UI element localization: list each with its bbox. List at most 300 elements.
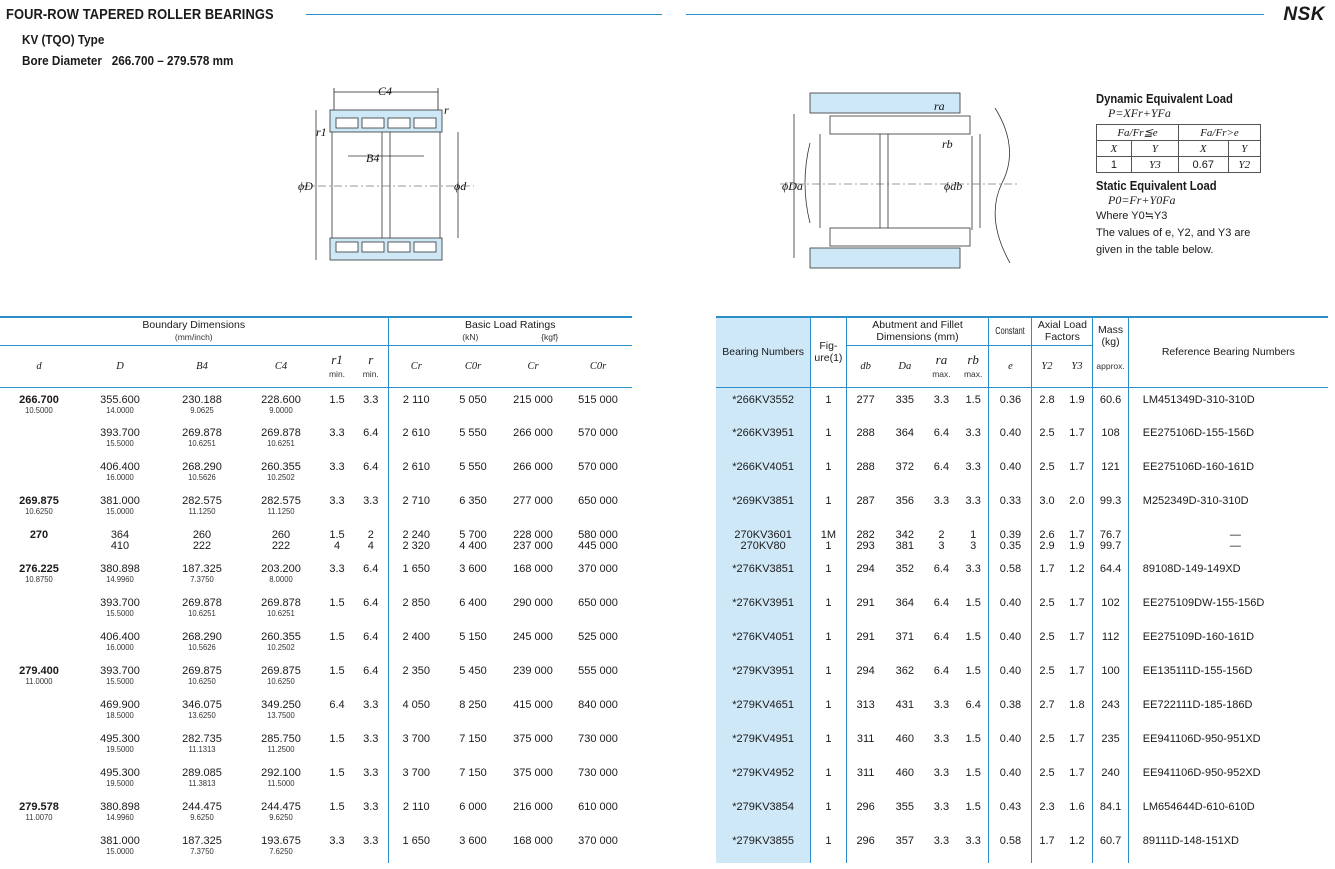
x-head-2: X: [1179, 141, 1229, 157]
phi-Da-label: ϕDa: [782, 179, 803, 193]
cell-mass: 235: [1093, 727, 1128, 761]
col-C0r-kgf: C0r: [564, 345, 632, 387]
cell-rb: 1.5: [965, 631, 981, 643]
mounting-figure: [780, 88, 1030, 278]
cell-Y2: 2.7: [1032, 693, 1061, 727]
cell-db: 311: [846, 727, 885, 761]
cell-ra: 6.4: [933, 427, 950, 439]
cell-Y3: 2.0: [1069, 495, 1085, 507]
cell-d: [0, 727, 78, 761]
cell-mass: 102: [1093, 591, 1128, 625]
cell-bearing-number: 270KV3601 270KV80: [716, 523, 811, 557]
cell-db: 296: [846, 829, 885, 863]
cell-C4: 292.100 11.5000: [261, 767, 301, 788]
cell-d: [0, 591, 78, 625]
cell-Y2: 3.0: [1032, 489, 1061, 523]
page-title: FOUR-ROW TAPERED ROLLER BEARINGS: [6, 6, 274, 23]
cell-rb: 3.3: [965, 835, 981, 847]
cell-reference: EE275106D-155-156D: [1128, 421, 1328, 455]
cell-ra: 3.3: [933, 393, 950, 406]
cell-e: 0.58: [989, 829, 1032, 863]
cell-d: [0, 421, 78, 455]
cell-c0r: 8 250: [459, 699, 487, 711]
cell-d: [0, 693, 78, 727]
cell-db: 296: [846, 795, 885, 829]
cell-e: 0.40: [989, 455, 1032, 489]
static-load-formula: P0=Fr+Y0Fa: [1108, 193, 1176, 207]
ratings-header: [388, 317, 632, 345]
bearing-numbers-header: Bearing Numbers: [716, 317, 811, 387]
col-r1: r1 min.: [320, 345, 354, 387]
cell-Y2: 1.7: [1032, 557, 1061, 591]
cell-ra: 3.3: [933, 699, 950, 711]
col-Y3: Y3: [1061, 345, 1092, 387]
cell-r1: 3.3: [329, 495, 345, 507]
cell-mass: 60.7: [1093, 829, 1128, 863]
cell-bearing-number: *276KV3951: [716, 591, 811, 625]
boundary-header: [0, 317, 388, 345]
cell-reference: — —: [1128, 523, 1328, 557]
cell-c0r-kgf: 570 000: [578, 461, 618, 473]
cell-Y3: 1.9: [1069, 393, 1085, 406]
ratings-kgf: {kgf}: [541, 332, 559, 343]
cell-figure: 1: [811, 557, 846, 591]
ratings-title: Basic Load Ratings: [465, 319, 556, 332]
cell-Y3: 1.2: [1069, 563, 1085, 575]
col-D: D: [78, 345, 162, 387]
cell-figure: 1: [811, 455, 846, 489]
col-Cr: Cr: [388, 345, 444, 387]
cell-r: 2 4: [367, 529, 374, 552]
cell-cr: 3 700: [388, 727, 444, 761]
table-row: [0, 591, 632, 625]
cell-cr-kgf: 216 000: [513, 801, 553, 813]
cell-rb: 3.3: [965, 495, 981, 507]
cell-figure: 1M 1: [811, 523, 846, 557]
table-row: [716, 421, 1328, 455]
cell-B4: 269.875 10.6250: [182, 665, 222, 686]
cell-D: 380.898 14.9960: [100, 801, 140, 822]
col-C0r: C0r: [444, 345, 502, 387]
cell-c0r: 5 550: [459, 427, 487, 439]
cell-r1: 1.5: [329, 801, 345, 813]
cell-Y3: 1.2: [1069, 835, 1085, 847]
figure-header: Fig- ure(1): [811, 317, 846, 387]
cell-cr-kgf: 266 000: [513, 461, 553, 473]
cell-figure: 1: [811, 659, 846, 693]
cell-B4: 187.325 7.3750: [182, 563, 222, 584]
cell-e: 0.38: [989, 693, 1032, 727]
dynamic-load-formula: P=XFr+YFa: [1108, 106, 1171, 120]
mass-header: Mass (kg) approx.: [1093, 317, 1128, 387]
cell-Da: 460: [895, 767, 914, 779]
cell-B4: 269.878 10.6251: [182, 597, 222, 618]
cell-r: 3.3: [363, 495, 379, 507]
bore-label: Bore Diameter: [22, 53, 102, 68]
cell-D: 393.700 15.5000: [100, 597, 140, 618]
x-val-2: 0.67: [1179, 157, 1229, 173]
cell-cr: 2 610: [388, 455, 444, 489]
cell-Y2: 2.5: [1032, 591, 1061, 625]
cell-reference: EE941106D-950-952XD: [1128, 761, 1328, 795]
bore-range: 266.700 – 279.578 mm: [111, 53, 234, 68]
cell-cr-kgf: 168 000: [513, 563, 553, 575]
cell-ra: 3.3: [933, 835, 950, 847]
cell-B4: 268.290 10.5626: [182, 461, 222, 482]
title-rule-left: [306, 14, 662, 15]
bearing-numbers-table: [716, 316, 1328, 863]
cell-r: 3.3: [363, 801, 379, 813]
type-line: KV (TQO) Type: [22, 32, 105, 47]
cell-Y2: 2.5: [1032, 761, 1061, 795]
cell-B4: 269.878 10.6251: [182, 427, 222, 448]
phi-D-label: ϕD: [298, 179, 313, 193]
cell-ra: 3.3: [933, 801, 950, 813]
col-C4: C4: [242, 345, 320, 387]
cell-figure: 1: [811, 489, 846, 523]
cell-c0r-kgf: 650 000: [578, 495, 618, 507]
cell-mass: 112: [1093, 625, 1128, 659]
cell-figure: 1: [811, 795, 846, 829]
cell-B4: 268.290 10.5626: [182, 631, 222, 652]
cell-C4: 349.250 13.7500: [261, 699, 301, 720]
cell-db: 277: [846, 387, 885, 421]
cell-cr: 1 650: [388, 829, 444, 863]
table-row: [0, 795, 632, 829]
cell-r: 6.4: [363, 665, 379, 677]
cell-C4: 269.878 10.6251: [261, 427, 301, 448]
values-note-2: given in the table below.: [1096, 244, 1214, 256]
cell-d: 269.875 10.6250: [19, 495, 59, 516]
dynamic-load-title: Dynamic Equivalent Load: [1096, 92, 1233, 106]
cell-cr-kgf: 290 000: [513, 597, 553, 609]
x-head-1: X: [1097, 141, 1132, 157]
cell-cr: 3 700: [388, 761, 444, 795]
cell-Da: 364: [895, 597, 914, 609]
dimensions-ratings-table: [0, 316, 632, 863]
table-row: [0, 693, 632, 727]
cell-rb: 3.3: [965, 563, 981, 575]
cell-cr-kgf: 277 000: [513, 495, 553, 507]
cell-r: 6.4: [363, 563, 379, 575]
cell-Y2: 2.5: [1032, 625, 1061, 659]
cell-rb: 6.4: [965, 699, 981, 711]
cell-C4: 260.355 10.2502: [261, 631, 301, 652]
cell-bearing-number: *276KV3851: [716, 557, 811, 591]
cell-r1: 1.5 4: [329, 529, 345, 552]
cell-figure: 1: [811, 421, 846, 455]
cell-c0r-kgf: 370 000: [578, 835, 618, 847]
cell-r1: 6.4: [329, 699, 345, 711]
col-rb: rb max.: [958, 345, 989, 387]
cell-c0r-kgf: 570 000: [578, 427, 618, 439]
cell-rb: 1.5: [965, 801, 981, 813]
cell-ra: 6.4: [933, 665, 950, 677]
phi-db-label: ϕdb: [944, 179, 963, 193]
y-val-1: Y3: [1131, 157, 1178, 173]
cell-r1: 3.3: [329, 461, 345, 473]
cell-c0r-kgf: 610 000: [578, 801, 618, 813]
c4-label: C4: [378, 84, 393, 98]
cell-e: 0.33: [989, 489, 1032, 523]
cell-c0r: 7 150: [459, 767, 487, 779]
cell-rb: 1.5: [965, 665, 981, 677]
cell-cr-kgf: 375 000: [513, 767, 553, 779]
cell-mass: 99.3: [1093, 489, 1128, 523]
cell-cr: 2 240 2 320: [388, 523, 444, 557]
cell-db: 288: [846, 421, 885, 455]
y-head-1: Y: [1131, 141, 1178, 157]
cell-r1: 1.5: [329, 665, 345, 677]
cell-figure: 1: [811, 761, 846, 795]
cell-c0r: 6 350: [459, 495, 487, 507]
cell-D: 381.000 15.0000: [100, 495, 140, 516]
cell-ra: 3.3: [933, 767, 950, 779]
col-ra: ra max.: [925, 345, 958, 387]
cell-e: 0.39 0.35: [989, 523, 1032, 557]
cell-e: 0.43: [989, 795, 1032, 829]
cell-Da: 371: [895, 631, 914, 643]
cell-B4: 187.325 7.3750: [182, 835, 222, 856]
cell-cr: 2 350: [388, 659, 444, 693]
title-rule-right: [686, 14, 1264, 15]
cell-e: 0.36: [989, 387, 1032, 421]
cell-d: 276.225 10.8750: [19, 563, 59, 584]
cell-r1: 3.3: [329, 427, 345, 439]
cell-Da: 335: [895, 393, 914, 406]
cell-Y3: 1.7: [1069, 733, 1085, 745]
cell-ra: 6.4: [933, 461, 950, 473]
cell-rb: 1.5: [965, 733, 981, 745]
cell-rb: 3.3: [965, 427, 981, 439]
col-r: r min.: [354, 345, 388, 387]
col-Y2: Y2: [1032, 345, 1061, 387]
cell-r: 3.3: [363, 699, 379, 711]
table-row: [716, 693, 1328, 727]
cell-e: 0.40: [989, 761, 1032, 795]
cell-D: 381.000 15.0000: [100, 835, 140, 856]
table-row: [0, 557, 632, 591]
cell-D: 469.900 18.5000: [100, 699, 140, 720]
cell-bearing-number: *279KV4651: [716, 693, 811, 727]
cell-figure: 1: [811, 625, 846, 659]
cell-c0r: 6 000: [459, 801, 487, 813]
cell-mass: 60.6: [1093, 387, 1128, 421]
nsk-logo: NSK: [1283, 4, 1325, 25]
cell-cr: 2 400: [388, 625, 444, 659]
cell-c0r-kgf: 580 000 445 000: [578, 529, 618, 552]
cell-r1: 3.3: [329, 563, 345, 575]
cell-db: 291: [846, 625, 885, 659]
table-row: [0, 387, 632, 421]
cell-figure: 1: [811, 727, 846, 761]
cell-cr-kgf: 168 000: [513, 835, 553, 847]
cell-reference: EE275109D-160-161D: [1128, 625, 1328, 659]
cell-C4: 244.475 9.6250: [261, 801, 301, 822]
cell-d: [0, 625, 78, 659]
cell-Da: 372: [895, 461, 914, 473]
cell-B4: 282.735 11.1313: [182, 733, 222, 754]
cell-Y3: 1.7: [1069, 461, 1085, 473]
table-row: [716, 557, 1328, 591]
cell-r1: 1.5: [329, 631, 345, 643]
cell-rb: 3.3: [965, 461, 981, 473]
col-gt-e: Fa/Fr>e: [1179, 125, 1261, 141]
col-B4: B4: [162, 345, 242, 387]
xy-factor-table: [1096, 124, 1261, 173]
cell-c0r-kgf: 650 000: [578, 597, 618, 609]
cell-Y2: 1.7: [1032, 829, 1061, 863]
cell-db: 288: [846, 455, 885, 489]
cell-ra: 6.4: [933, 563, 950, 575]
table-row: [716, 489, 1328, 523]
cell-Y2: 2.5: [1032, 659, 1061, 693]
cell-db: 294: [846, 659, 885, 693]
cell-c0r: 5 050: [459, 393, 487, 406]
cell-c0r: 3 600: [459, 835, 487, 847]
cell-mass: 84.1: [1093, 795, 1128, 829]
cell-d: 270: [29, 529, 49, 541]
cell-D: 380.898 14.9960: [100, 563, 140, 584]
ra-label: ra: [934, 99, 945, 113]
cell-Y3: 1.6: [1069, 801, 1085, 813]
cell-d: [0, 455, 78, 489]
cell-r: 3.3: [363, 767, 379, 779]
cell-D: 364 410: [110, 529, 130, 552]
table-row: [0, 659, 632, 693]
cell-c0r-kgf: 730 000: [578, 767, 618, 779]
cell-D: 406.400 16.0000: [100, 631, 140, 652]
cell-Da: 460: [895, 733, 914, 745]
cell-c0r: 6 400: [459, 597, 487, 609]
cell-mass: 108: [1093, 421, 1128, 455]
cell-Y2: 2.5: [1032, 727, 1061, 761]
cell-Y2: 2.5: [1032, 421, 1061, 455]
cell-Da: 342 381: [895, 529, 914, 552]
cell-mass: 64.4: [1093, 557, 1128, 591]
cell-D: 393.700 15.5000: [100, 427, 140, 448]
cell-mass: 121: [1093, 455, 1128, 489]
table-row: [0, 761, 632, 795]
cell-d: 279.400 11.0000: [19, 665, 59, 686]
cell-c0r-kgf: 370 000: [578, 563, 618, 575]
equivalent-load-panel: [1096, 92, 1335, 259]
cell-figure: 1: [811, 387, 846, 421]
cell-bearing-number: *266KV3951: [716, 421, 811, 455]
table-row: [0, 455, 632, 489]
cell-B4: 244.475 9.6250: [182, 801, 222, 822]
col-Da: Da: [885, 345, 925, 387]
cell-C4: 260.355 10.2502: [261, 461, 301, 482]
cell-Da: 357: [895, 835, 914, 847]
cell-Y3: 1.7: [1069, 767, 1085, 779]
cell-D: 406.400 16.0000: [100, 461, 140, 482]
col-d: d: [0, 345, 78, 387]
cell-bearing-number: *279KV4951: [716, 727, 811, 761]
cell-D: 355.600 14.0000: [100, 393, 140, 415]
where-note: Where Y0≒Y3: [1096, 210, 1168, 222]
cell-mass: 76.7 99.7: [1093, 523, 1128, 557]
table-row: [0, 523, 632, 557]
cell-reference: EE722111D-185-186D: [1128, 693, 1328, 727]
cell-bearing-number: *279KV3951: [716, 659, 811, 693]
cell-db: 287: [846, 489, 885, 523]
abutment-header: Abutment and Fillet Dimensions (mm): [846, 317, 989, 345]
cell-Y3: 1.7 1.9: [1069, 529, 1085, 552]
cell-ra: 3.3: [933, 733, 950, 745]
cell-reference: LM451349D-310-310D: [1128, 387, 1328, 421]
cell-bearing-number: *279KV3855: [716, 829, 811, 863]
table-row: [0, 829, 632, 863]
cell-C4: 269.875 10.6250: [261, 665, 301, 686]
table-row: [716, 795, 1328, 829]
axial-header: Axial Load Factors: [1032, 317, 1093, 345]
constant-header: Constant: [989, 317, 1032, 345]
cell-c0r-kgf: 730 000: [578, 733, 618, 745]
cell-C4: 203.200 8.0000: [261, 563, 301, 584]
cell-e: 0.40: [989, 659, 1032, 693]
table-row: [716, 727, 1328, 761]
cell-Da: 356: [895, 495, 914, 507]
cell-r1: 1.5: [329, 597, 345, 609]
cell-cr: 4 050: [388, 693, 444, 727]
cell-figure: 1: [811, 591, 846, 625]
cell-Y2: 2.5: [1032, 455, 1061, 489]
cell-cr-kgf: 415 000: [513, 699, 553, 711]
cell-reference: LM654644D-610-610D: [1128, 795, 1328, 829]
cell-Da: 431: [895, 699, 914, 711]
cell-figure: 1: [811, 829, 846, 863]
cell-cr-kgf: 215 000: [513, 393, 553, 406]
cell-Da: 364: [895, 427, 914, 439]
r1-label: r1: [316, 125, 327, 139]
cell-e: 0.58: [989, 557, 1032, 591]
cell-bearing-number: *266KV4051: [716, 455, 811, 489]
cell-d: [0, 761, 78, 795]
cell-Y2: 2.6 2.9: [1032, 523, 1061, 557]
cell-r: 3.3: [363, 733, 379, 745]
cell-reference: EE275109DW-155-156D: [1128, 591, 1328, 625]
cell-cr-kgf: 245 000: [513, 631, 553, 643]
cell-r: 6.4: [363, 427, 379, 439]
cell-B4: 282.575 11.1250: [182, 495, 222, 516]
cell-ra: 6.4: [933, 631, 950, 643]
cell-c0r: 7 150: [459, 733, 487, 745]
cell-cr: 2 850: [388, 591, 444, 625]
cell-db: 294: [846, 557, 885, 591]
cell-C4: 269.878 10.6251: [261, 597, 301, 618]
cell-C4: 260 222: [271, 529, 291, 552]
cell-Da: 352: [895, 563, 914, 575]
cell-D: 495.300 19.5000: [100, 733, 140, 754]
cell-cr: 2 110: [388, 387, 444, 421]
cell-cr-kgf: 239 000: [513, 665, 553, 677]
cell-Y3: 1.7: [1069, 665, 1085, 677]
cell-bearing-number: *276KV4051: [716, 625, 811, 659]
cell-reference: 89111D-148-151XD: [1128, 829, 1328, 863]
cell-mass: 100: [1093, 659, 1128, 693]
values-note-1: The values of e, Y2, and Y3 are: [1096, 227, 1251, 239]
cell-d: 279.578 11.0070: [19, 801, 59, 822]
cell-mass: 240: [1093, 761, 1128, 795]
x-val-1: 1: [1097, 157, 1132, 173]
cell-cr: 1 650: [388, 557, 444, 591]
cell-figure: 1: [811, 693, 846, 727]
cell-reference: EE275106D-160-161D: [1128, 455, 1328, 489]
cell-r: 3.3: [363, 393, 379, 406]
cell-r: 6.4: [363, 597, 379, 609]
cell-c0r-kgf: 525 000: [578, 631, 618, 643]
